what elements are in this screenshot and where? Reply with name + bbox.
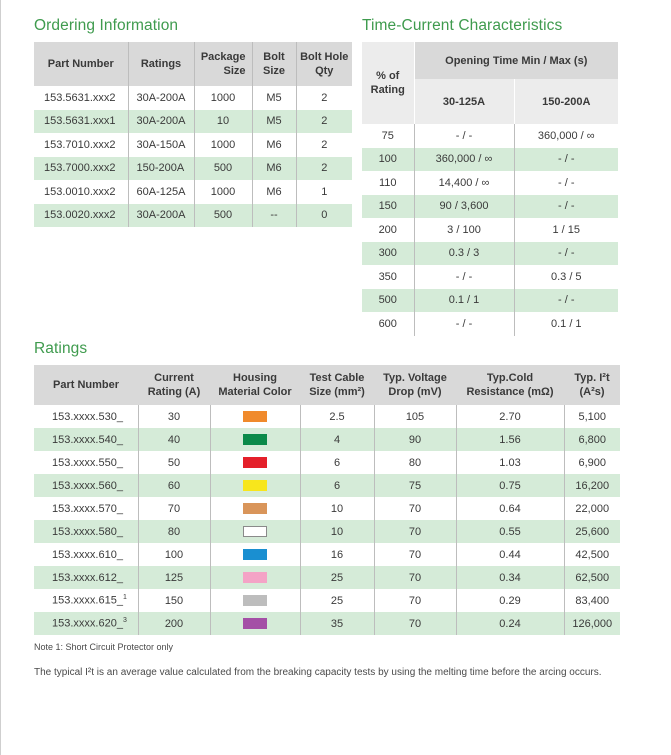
- ratings-cell-cable: 25: [300, 566, 374, 589]
- ratings-header-part: Part Number: [34, 365, 138, 405]
- ratings-header-cable: Test Cable Size (mm²): [300, 365, 374, 405]
- ordering-cell-part: 153.5631.xxx1: [34, 110, 128, 134]
- ratings-part-text: 153.xxxx.540_: [52, 433, 123, 446]
- ratings-cell-cable: 10: [300, 520, 374, 543]
- ordering-cell-qty: 2: [296, 110, 352, 134]
- ordering-cell-part: 153.7000.xxx2: [34, 157, 128, 181]
- ratings-part-superscript: 1: [122, 594, 127, 602]
- ordering-cell-package: 1000: [194, 180, 252, 204]
- time-current-title: Time-Current Characteristics: [362, 17, 563, 34]
- time-current-cell-150-200: 1 / 15: [514, 218, 618, 242]
- ordering-header-bolt: Bolt Size: [252, 42, 296, 86]
- ratings-cell-i2t: 83,400: [564, 589, 620, 612]
- time-current-cell-150-200: - / -: [514, 289, 618, 313]
- housing-color-swatch: [243, 549, 267, 560]
- ratings-cell-current: 150: [138, 589, 210, 612]
- ratings-cell-voltage: 70: [374, 589, 456, 612]
- ratings-cell-current: 40: [138, 428, 210, 451]
- ratings-cell-resistance: 0.29: [456, 589, 564, 612]
- ratings-part-text: 153.xxxx.570_: [52, 502, 123, 515]
- time-current-cell-150-200: - / -: [514, 242, 618, 266]
- ratings-cell-voltage: 70: [374, 612, 456, 635]
- ratings-cell-resistance: 0.75: [456, 474, 564, 497]
- ordering-table: [34, 42, 352, 227]
- ratings-note: Note 1: Short Circuit Protector only: [34, 642, 174, 652]
- ratings-row: [34, 474, 620, 497]
- ordering-cell-bolt: M6: [252, 133, 296, 157]
- ratings-cell-part: [34, 543, 138, 566]
- ratings-cell-i2t: 126,000: [564, 612, 620, 635]
- ratings-part-text: 153.xxxx.615_: [52, 594, 123, 607]
- time-current-header-30-125: 30-125A: [414, 79, 514, 124]
- ratings-cell-resistance: 1.56: [456, 428, 564, 451]
- time-current-row: [362, 195, 618, 219]
- ratings-cell-housing-color: [210, 474, 300, 497]
- ordering-header-bolt-hole: Bolt Hole Qty: [296, 42, 352, 86]
- ratings-cell-cable: 16: [300, 543, 374, 566]
- ratings-cell-voltage: 75: [374, 474, 456, 497]
- ratings-cell-cable: 25: [300, 589, 374, 612]
- time-current-cell-150-200: - / -: [514, 171, 618, 195]
- ratings-part-text: 153.xxxx.550_: [52, 456, 123, 469]
- ratings-part-text: 153.xxxx.580_: [52, 525, 123, 538]
- ratings-cell-i2t: 22,000: [564, 497, 620, 520]
- ratings-row: [34, 451, 620, 474]
- ratings-cell-i2t: 42,500: [564, 543, 620, 566]
- ratings-row: [34, 543, 620, 566]
- ratings-cell-part: [34, 428, 138, 451]
- ratings-row: [34, 520, 620, 543]
- ratings-row: [34, 497, 620, 520]
- time-current-row: [362, 265, 618, 289]
- ratings-cell-voltage: 70: [374, 543, 456, 566]
- housing-color-swatch: [243, 434, 267, 445]
- ratings-cell-resistance: 0.44: [456, 543, 564, 566]
- housing-color-swatch: [243, 411, 267, 422]
- time-current-header-rating: % of Rating: [362, 42, 414, 124]
- housing-color-swatch: [243, 526, 267, 537]
- ratings-cell-voltage: 70: [374, 497, 456, 520]
- ratings-part-superscript: 3: [122, 617, 127, 625]
- ratings-cell-housing-color: [210, 612, 300, 635]
- ordering-row: [34, 86, 352, 110]
- time-current-cell-pct: 600: [362, 312, 414, 336]
- ratings-cell-current: 125: [138, 566, 210, 589]
- time-current-cell-pct: 300: [362, 242, 414, 266]
- ratings-cell-cable: 4: [300, 428, 374, 451]
- time-current-cell-30-125: 360,000 / ∞: [414, 148, 514, 172]
- time-current-row: [362, 289, 618, 313]
- housing-color-swatch: [243, 595, 267, 606]
- ratings-row: [34, 589, 620, 612]
- ordering-cell-qty: 0: [296, 204, 352, 228]
- ratings-header-voltage: Typ. Voltage Drop (mV): [374, 365, 456, 405]
- ordering-title: Ordering Information: [34, 17, 179, 34]
- ratings-cell-resistance: 0.64: [456, 497, 564, 520]
- ordering-row: [34, 110, 352, 134]
- ratings-cell-i2t: 6,800: [564, 428, 620, 451]
- ratings-cell-housing-color: [210, 428, 300, 451]
- ratings-part-text: 153.xxxx.610_: [52, 548, 123, 561]
- ordering-cell-package: 500: [194, 204, 252, 228]
- ordering-cell-ratings: 30A-200A: [128, 204, 194, 228]
- ratings-row: [34, 405, 620, 428]
- time-current-row: [362, 171, 618, 195]
- ratings-cell-part: [34, 451, 138, 474]
- ratings-cell-voltage: 70: [374, 566, 456, 589]
- ordering-cell-bolt: M5: [252, 86, 296, 110]
- ratings-cell-i2t: 25,600: [564, 520, 620, 543]
- time-current-header-opening-time: Opening Time Min / Max (s): [414, 42, 618, 79]
- time-current-cell-pct: 100: [362, 148, 414, 172]
- housing-color-swatch: [243, 618, 267, 629]
- ordering-cell-part: 153.0020.xxx2: [34, 204, 128, 228]
- ratings-row: [34, 566, 620, 589]
- ordering-row: [34, 204, 352, 228]
- time-current-cell-30-125: - / -: [414, 312, 514, 336]
- ordering-header-part: Part Number: [34, 42, 128, 86]
- ratings-cell-part: [34, 405, 138, 428]
- time-current-header-row: [362, 42, 618, 79]
- time-current-cell-30-125: 3 / 100: [414, 218, 514, 242]
- ratings-cell-resistance: 0.34: [456, 566, 564, 589]
- ordering-cell-ratings: 150-200A: [128, 157, 194, 181]
- ratings-header-i2t: Typ. I²t (A²s): [564, 365, 620, 405]
- ordering-header-ratings: Ratings: [128, 42, 194, 86]
- ratings-cell-i2t: 62,500: [564, 566, 620, 589]
- time-current-cell-30-125: 90 / 3,600: [414, 195, 514, 219]
- ordering-cell-ratings: 60A-125A: [128, 180, 194, 204]
- ratings-cell-part: [34, 566, 138, 589]
- ratings-cell-voltage: 80: [374, 451, 456, 474]
- time-current-row: [362, 242, 618, 266]
- ordering-cell-bolt: --: [252, 204, 296, 228]
- ratings-cell-cable: 6: [300, 474, 374, 497]
- ratings-cell-part: [34, 612, 138, 635]
- ratings-cell-housing-color: [210, 497, 300, 520]
- ratings-header-housing: Housing Material Color: [210, 365, 300, 405]
- ratings-cell-current: 30: [138, 405, 210, 428]
- ordering-cell-part: 153.7010.xxx2: [34, 133, 128, 157]
- ratings-cell-cable: 10: [300, 497, 374, 520]
- ordering-cell-bolt: M6: [252, 157, 296, 181]
- ordering-cell-ratings: 30A-150A: [128, 133, 194, 157]
- ratings-cell-voltage: 90: [374, 428, 456, 451]
- housing-color-swatch: [243, 503, 267, 514]
- time-current-cell-30-125: 0.3 / 3: [414, 242, 514, 266]
- ordering-cell-qty: 2: [296, 133, 352, 157]
- ratings-cell-current: 50: [138, 451, 210, 474]
- ratings-cell-cable: 6: [300, 451, 374, 474]
- ratings-cell-housing-color: [210, 451, 300, 474]
- time-current-cell-pct: 500: [362, 289, 414, 313]
- ordering-header-package: Package Size: [194, 42, 252, 86]
- ordering-cell-bolt: M6: [252, 180, 296, 204]
- ratings-cell-current: 80: [138, 520, 210, 543]
- ratings-cell-resistance: 1.03: [456, 451, 564, 474]
- ordering-cell-package: 500: [194, 157, 252, 181]
- ratings-cell-voltage: 105: [374, 405, 456, 428]
- ratings-cell-voltage: 70: [374, 520, 456, 543]
- ratings-cell-housing-color: [210, 566, 300, 589]
- ordering-cell-bolt: M5: [252, 110, 296, 134]
- ordering-cell-package: 1000: [194, 133, 252, 157]
- time-current-row: [362, 124, 618, 148]
- ratings-cell-current: 200: [138, 612, 210, 635]
- time-current-cell-30-125: - / -: [414, 124, 514, 148]
- ratings-cell-i2t: 16,200: [564, 474, 620, 497]
- time-current-cell-30-125: 0.1 / 1: [414, 289, 514, 313]
- time-current-cell-pct: 75: [362, 124, 414, 148]
- ratings-cell-current: 60: [138, 474, 210, 497]
- ordering-cell-qty: 2: [296, 157, 352, 181]
- time-current-cell-150-200: - / -: [514, 148, 618, 172]
- ratings-cell-cable: 2.5: [300, 405, 374, 428]
- time-current-table: [362, 42, 618, 336]
- time-current-header-150-200: 150-200A: [514, 79, 618, 124]
- ratings-cell-housing-color: [210, 520, 300, 543]
- ratings-part-text: 153.xxxx.530_: [52, 410, 123, 423]
- ratings-cell-current: 70: [138, 497, 210, 520]
- ratings-cell-housing-color: [210, 405, 300, 428]
- ratings-header-current: Current Rating (A): [138, 365, 210, 405]
- ratings-cell-resistance: 2.70: [456, 405, 564, 428]
- ordering-row: [34, 180, 352, 204]
- ratings-title: Ratings: [34, 340, 88, 357]
- ordering-row: [34, 157, 352, 181]
- ratings-header-resistance: Typ.Cold Resistance (mΩ): [456, 365, 564, 405]
- ratings-cell-housing-color: [210, 589, 300, 612]
- ratings-cell-current: 100: [138, 543, 210, 566]
- ordering-cell-ratings: 30A-200A: [128, 86, 194, 110]
- page-edge-line: [0, 0, 1, 755]
- time-current-cell-150-200: - / -: [514, 195, 618, 219]
- ordering-cell-package: 10: [194, 110, 252, 134]
- ratings-header-row: [34, 365, 620, 405]
- ratings-cell-part: [34, 589, 138, 612]
- ordering-header-row: [34, 42, 352, 86]
- ordering-row: [34, 133, 352, 157]
- time-current-cell-pct: 200: [362, 218, 414, 242]
- ordering-cell-qty: 2: [296, 86, 352, 110]
- ratings-cell-part: [34, 474, 138, 497]
- time-current-cell-30-125: 14,400 / ∞: [414, 171, 514, 195]
- ordering-cell-part: 153.5631.xxx2: [34, 86, 128, 110]
- ratings-row: [34, 612, 620, 635]
- ratings-cell-part: [34, 497, 138, 520]
- time-current-row: [362, 218, 618, 242]
- time-current-cell-pct: 110: [362, 171, 414, 195]
- ratings-cell-cable: 35: [300, 612, 374, 635]
- ordering-cell-ratings: 30A-200A: [128, 110, 194, 134]
- ordering-cell-package: 1000: [194, 86, 252, 110]
- ratings-cell-housing-color: [210, 543, 300, 566]
- ratings-table: [34, 365, 620, 635]
- ratings-part-text: 153.xxxx.620_: [52, 617, 123, 630]
- ratings-part-text: 153.xxxx.612_: [52, 571, 123, 584]
- time-current-row: [362, 312, 618, 336]
- ratings-footnote: The typical I²t is an average value calculated from the breaking capacity tests by using the melting time before the arcing occurs.: [34, 667, 602, 678]
- ratings-cell-i2t: 6,900: [564, 451, 620, 474]
- housing-color-swatch: [243, 480, 267, 491]
- time-current-row: [362, 148, 618, 172]
- ratings-part-text: 153.xxxx.560_: [52, 479, 123, 492]
- ratings-cell-resistance: 0.55: [456, 520, 564, 543]
- time-current-cell-150-200: 0.1 / 1: [514, 312, 618, 336]
- time-current-cell-30-125: - / -: [414, 265, 514, 289]
- ratings-row: [34, 428, 620, 451]
- time-current-cell-pct: 150: [362, 195, 414, 219]
- time-current-cell-150-200: 0.3 / 5: [514, 265, 618, 289]
- housing-color-swatch: [243, 457, 267, 468]
- ratings-cell-resistance: 0.24: [456, 612, 564, 635]
- ratings-cell-i2t: 5,100: [564, 405, 620, 428]
- ordering-cell-qty: 1: [296, 180, 352, 204]
- ratings-cell-part: [34, 520, 138, 543]
- ordering-cell-part: 153.0010.xxx2: [34, 180, 128, 204]
- time-current-cell-150-200: 360,000 / ∞: [514, 124, 618, 148]
- time-current-cell-pct: 350: [362, 265, 414, 289]
- housing-color-swatch: [243, 572, 267, 583]
